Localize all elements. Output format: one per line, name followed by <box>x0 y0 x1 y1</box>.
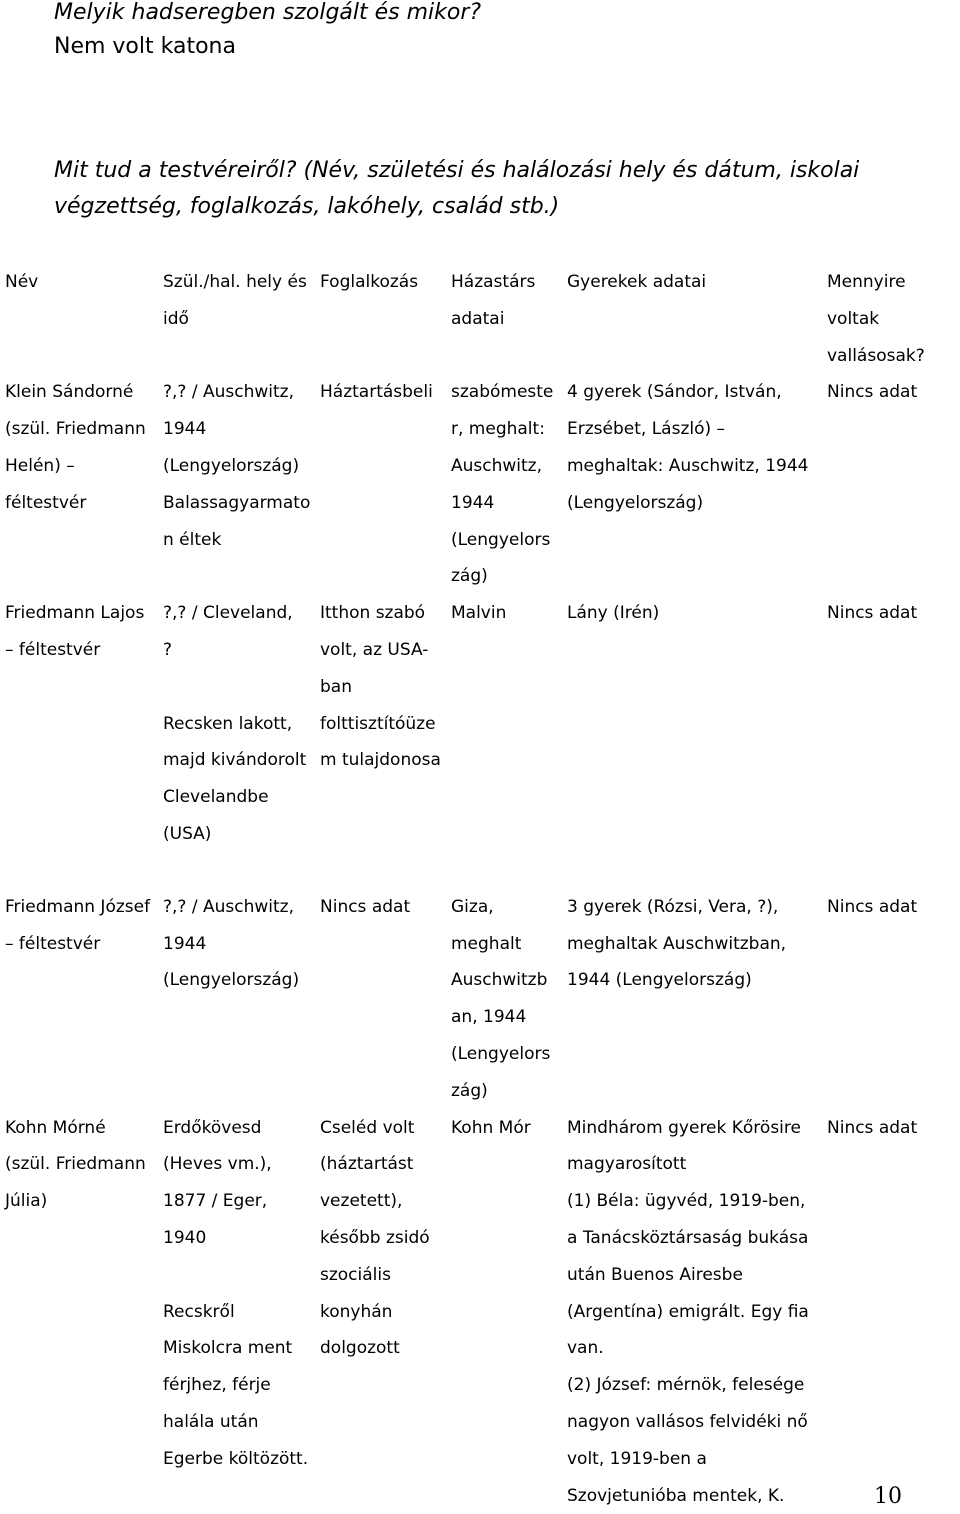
table-header-row <box>0 264 960 374</box>
cell-religiosity: Nincs adat <box>827 603 918 624</box>
question-army: Melyik hadseregben szolgált és mikor? <box>54 0 482 25</box>
table-row <box>0 374 960 595</box>
cell-spouse: Giza, meghalt Auschwitzb an, 1944 (Lengyelors zág) <box>451 896 551 1101</box>
cell-occupation: Itthon szabó volt, az USA- ban folttisztítóüze m tulajdonosa <box>320 603 441 771</box>
page-number: 10 <box>874 1484 902 1509</box>
question-siblings-line2: végzettség, foglalkozás, lakóhely, család stb.) <box>54 194 560 219</box>
cell-religiosity: Nincs adat <box>827 1117 918 1138</box>
cell-birth-death: ?,? / Cleveland, ? Recsken lakott, majd kivándorolt Clevelandbe (USA) <box>163 603 307 844</box>
header-religiosity: Mennyire voltak vallásosak? <box>827 272 925 366</box>
header-name: Név <box>5 272 39 292</box>
cell-occupation: Háztartásbeli <box>320 382 433 403</box>
header-occupation: Foglalkozás <box>320 272 419 292</box>
cell-spouse: Malvin <box>451 603 507 624</box>
header-birth-death: Szül./hal. hely és idő <box>163 272 307 329</box>
cell-birth-death: ?,? / Auschwitz, 1944 (Lengyelország) Balassagyarmato n éltek <box>163 382 311 550</box>
cell-religiosity: Nincs adat <box>827 382 918 403</box>
cell-name: Kohn Mórné (szül. Friedmann Júlia) <box>5 1117 146 1212</box>
table-row <box>0 595 960 889</box>
cell-name: Klein Sándorné (szül. Friedmann Helén) – féltestvér <box>5 382 146 513</box>
cell-religiosity: Nincs adat <box>827 896 918 917</box>
question-siblings-line1: Mit tud a testvéreiről? (Név, születési és halálozási hely és dátum, iskolai <box>54 158 860 183</box>
cell-birth-death: Erdőkövesd (Heves vm.), 1877 / Eger, 1940 Recskről Miskolcra ment férjhez, férje halála után Egerbe költözött. <box>163 1117 309 1469</box>
table-row <box>0 889 960 1110</box>
header-spouse: Házastárs adatai <box>451 272 536 329</box>
cell-children: Lány (Irén) <box>567 603 660 624</box>
cell-name: Friedmann József – féltestvér <box>5 896 151 954</box>
cell-name: Friedmann Lajos – féltestvér <box>5 603 145 660</box>
cell-occupation: Cseléd volt (háztartást vezetett), később zsidó szociális konyhán dolgozott <box>320 1117 430 1359</box>
cell-children: Mindhárom gyerek Kőrösire magyarosított (1) Béla: ügyvéd, 1919-ben, a Tanácsköztársaság bukása után Buenos Airesbe (Argentína) emigrált. Egy fia van. (2) József: mérnök, felesége nagyon vallásos felvidéki nő volt, 1919-ben a Szovjetunióba mentek, K. <box>567 1117 809 1506</box>
siblings-table <box>0 264 960 1514</box>
table-row <box>0 1110 960 1514</box>
cell-spouse: Kohn Mór <box>451 1117 531 1138</box>
cell-spouse: szabómeste r, meghalt: Auschwitz, 1944 (Lengyelors zág) <box>451 382 554 587</box>
cell-occupation: Nincs adat <box>320 896 411 917</box>
header-children: Gyerekek adatai <box>567 272 707 292</box>
answer-army: Nem volt katona <box>54 34 236 59</box>
cell-birth-death: ?,? / Auschwitz, 1944 (Lengyelország) <box>163 896 300 991</box>
cell-children: 4 gyerek (Sándor, István, Erzsébet, László) – meghaltak: Auschwitz, 1944 (Lengyelország) <box>567 382 809 513</box>
cell-children: 3 gyerek (Rózsi, Vera, ?), meghaltak Auschwitzban, 1944 (Lengyelország) <box>567 896 787 991</box>
